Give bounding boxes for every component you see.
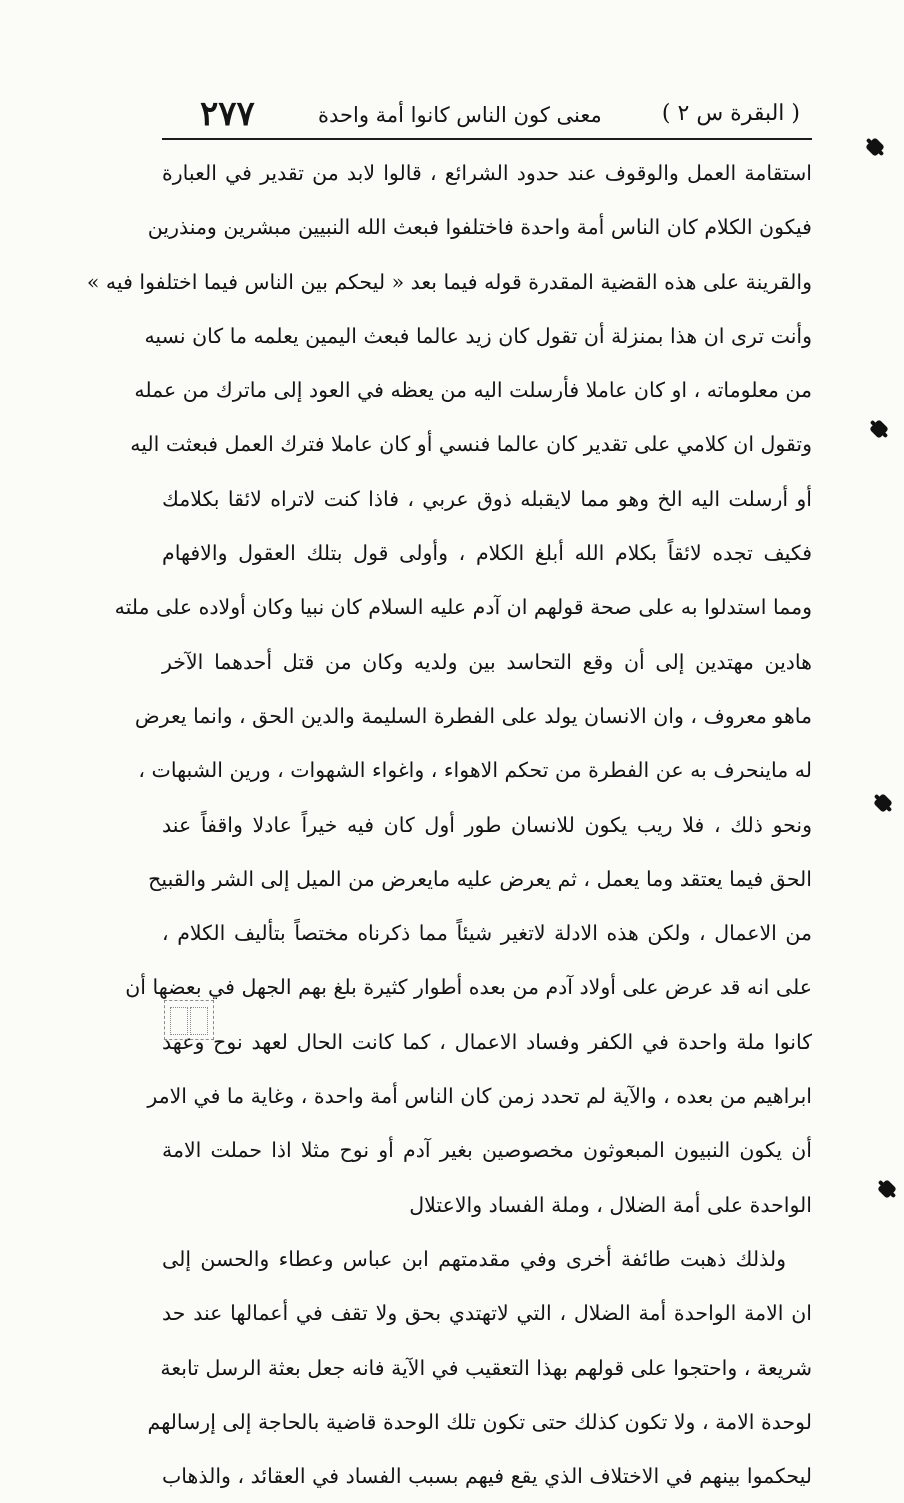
text-line: وتقول ان كلامي على تقدير كان عالما فنسي أو كان عاملا فترك العمل فبعثت اليه [130, 432, 812, 457]
text-line: وأنت ترى ان هذا بمنزلة أن تقول كان زيد عالما فبعث اليمين يعلمه ما كان نسيه [144, 323, 812, 348]
faded-stamp-mark [164, 1000, 214, 1040]
binding-hole-mark [865, 137, 885, 157]
body-text [86, 146, 812, 1503]
running-title: معنى كون الناس كانوا أمة واحدة [318, 103, 602, 127]
paragraph-start-line: ولذلك ذهبت طائفة أخرى وفي مقدمتهم ابن عباس وعطاء والحسن إلى [162, 1246, 786, 1271]
header-rule [162, 138, 812, 140]
text-line: ومما استدلوا به على صحة قولهم ان آدم عليه السلام كان نبيا وكان أولاده على ملته [114, 595, 812, 620]
text-line: ابراهيم من بعده ، والآية لم تحدد زمن كان الناس أمة واحدة ، وغاية ما في الامر [147, 1084, 812, 1109]
text-line: من الاعمال ، ولكن هذه الادلة لاتغير شيئاً مما ذكرناه مختصاً بتأليف الكلام ، [162, 921, 812, 946]
text-line: الحق فيما يعتقد وما يعمل ، ثم يعرض عليه مايعرض من الميل إلى الشر والقبيح [148, 866, 812, 891]
page-header [200, 92, 800, 138]
text-line: فيكون الكلام كان الناس أمة واحدة فاختلفوا فبعث الله النبيين مبشرين ومنذرين [147, 215, 812, 240]
text-line: ماهو معروف ، وان الانسان يولد على الفطرة السليمة والدين الحق ، وانما يعرض [134, 703, 812, 728]
page-number: ٢٧٧ [200, 94, 255, 134]
text-line: ان الامة الواحدة أمة الضلال ، التي لاتهتدي بحق ولا تقف في أعمالها عند حد [162, 1301, 812, 1326]
text-line: والقرينة على هذه القضية المقدرة قوله فيما بعد « ليحكم بين الناس فيما اختلفوا فيه » [86, 269, 812, 294]
text-line: لوحدة الامة ، ولا تكون كذلك حتى تكون تلك الوحدة قاضية بالحاجة إلى إرسالهم [147, 1409, 812, 1434]
text-line: أن يكون النبيون المبعوثون مخصوصين بغير آدم أو نوح مثلا اذا حملت الامة [162, 1138, 812, 1163]
text-line: هادين مهتدين إلى أن وقع التحاسد بين ولديه وكان من قتل أحدهما الآخر [162, 649, 812, 674]
text-line: كانوا ملة واحدة في الكفر وفساد الاعمال ، كما كانت الحال لعهد نوح وعهد [162, 1029, 812, 1054]
text-line: على انه قد عرض على أولاد آدم من بعده أطوار كثيرة بلغ بهم الجهل في بعضها أن [125, 975, 812, 1000]
binding-hole-mark [869, 419, 889, 439]
text-line: ليحكموا بينهم في الاختلاف الذي يقع فيهم بسبب الفساد في العقائد ، والذهاب [162, 1464, 812, 1489]
paragraph-end-line: الواحدة على أمة الضلال ، وملة الفساد والاعتلال [409, 1192, 812, 1217]
text-line: ونحو ذلك ، فلا ريب يكون للانسان طور أول كان فيه خيراً عادلا واقفاً عند [162, 812, 812, 837]
chapter-reference: ( البقرة س ٢ ) [661, 101, 800, 126]
text-line: شريعة ، واحتجوا على قولهم بهذا التعقيب في الآية فانه جعل بعثة الرسل تابعة [160, 1355, 812, 1380]
text-line: أو أرسلت اليه الخ وهو مما لايقبله ذوق عربي ، فاذا كنت لاتراه لائقا بكلامك [162, 486, 812, 511]
binding-hole-mark [873, 793, 893, 813]
binding-hole-mark [877, 1179, 897, 1199]
text-line: من معلوماته ، او كان عاملا فأرسلت اليه من يعظه في العود إلى ماترك من عمله [134, 378, 812, 403]
text-line: له ماينحرف به عن الفطرة من تحكم الاهواء ، واغواء الشهوات ، ورين الشبهات ، [138, 758, 812, 783]
text-line: فكيف تجده لائقاً بكلام الله أبلغ الكلام ، وأولى قول بتلك العقول والافهام [162, 541, 812, 566]
text-line: استقامة العمل والوقوف عند حدود الشرائع ، قالوا لابد من تقدير في العبارة [162, 161, 812, 185]
